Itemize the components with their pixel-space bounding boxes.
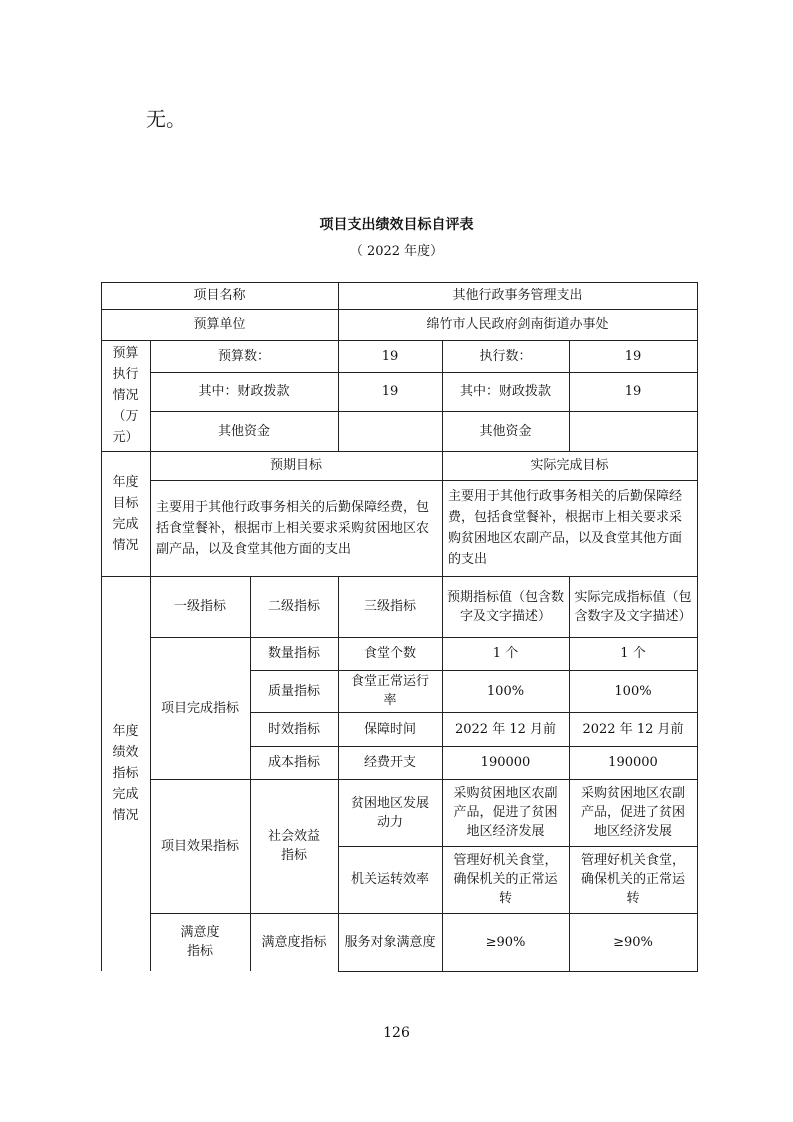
other-funds-budget-value: [338, 411, 442, 451]
row-expected: 190000: [480, 755, 531, 770]
grid-line: [101, 282, 102, 971]
row-actual: 2022 年 12 月前: [582, 721, 684, 737]
row-expected: 采购贫困地区农副产品，促进了贫困地区经济发展: [453, 786, 558, 839]
budget-section-label: 预算执行情况（万元）: [112, 346, 139, 445]
group-project-completion: 项目完成指标: [160, 700, 239, 716]
budget-amount-label: 预算数：: [217, 348, 270, 364]
fiscal-budget-value: 19: [381, 384, 399, 399]
actual-goal-header: 实际完成目标: [530, 458, 609, 473]
other-funds-label: 其他资金: [217, 423, 270, 439]
page-number: 126: [383, 1025, 410, 1041]
budget-unit-value: 绵竹市人民政府剑南街道办事处: [426, 317, 609, 332]
group-satisfaction: 满意度指标: [180, 925, 220, 959]
budget-amount-value: 19: [381, 348, 399, 364]
goals-section-label: 年度目标完成情况: [112, 474, 139, 553]
group-project-effect: 项目效果指标: [160, 838, 239, 854]
row-actual: 1 个: [620, 646, 646, 661]
row-actual: 100%: [614, 683, 652, 699]
row-level3: 贫困地区发展动力: [350, 795, 429, 830]
fiscal-exec-label: 其中：财政拨款: [459, 384, 551, 399]
header-level3: 三级指标: [363, 599, 416, 614]
grid-line: [338, 971, 698, 972]
header-level1: 一级指标: [173, 599, 226, 614]
expected-goal-text: 主要用于其他行政事务相关的后勤保障经费，包括食堂餐补，根据市上相关要求采购贫困地区农副产品，以及食堂其他方面的支出: [156, 499, 430, 557]
project-name-value: 其他行政事务管理支出: [452, 288, 583, 303]
row-level2: 时效指标: [267, 721, 320, 737]
header-actual-value: 实际完成指标值（包含数字及文字描述）: [574, 589, 692, 624]
row-level2: 成本指标: [267, 755, 320, 770]
row-expected: 管理好机关食堂，确保机关的正常运转: [453, 853, 558, 906]
actual-goal-text: 主要用于其他行政事务相关的后勤保障经费，包括食堂餐补，根据市上相关要求采购贫困地区农副产品，以及食堂其他方面的支出: [448, 489, 683, 567]
row-level3: 保障时间: [363, 721, 416, 737]
row-actual: 采购贫困地区农副产品，促进了贫困地区经济发展: [580, 786, 685, 839]
group-satisfaction-sub: 满意度指标: [261, 934, 327, 950]
exec-amount-value: 19: [624, 348, 642, 364]
row-expected: 2022 年 12 月前: [454, 721, 557, 737]
other-funds-exec-value: [569, 411, 697, 451]
row-level2: 质量指标: [267, 683, 320, 699]
group-social-benefit: 社会效益指标: [268, 829, 321, 863]
row-actual: 管理好机关食堂，确保机关的正常运转: [580, 853, 685, 906]
row-level3: 食堂正常运行率: [350, 674, 429, 708]
exec-amount-label: 执行数：: [479, 348, 532, 364]
row-expected: 100%: [486, 683, 525, 699]
expected-goal-header: 预期目标: [269, 458, 322, 473]
row-level2: 数量指标: [267, 646, 320, 661]
grid-line: [697, 282, 698, 972]
table-subtitle: （ 2022 年度）: [349, 244, 444, 259]
project-name-label: 项目名称: [193, 288, 246, 303]
fiscal-budget-label: 其中：财政拨款: [198, 384, 290, 399]
performance-section-label: 年度绩效指标完成情况: [112, 724, 139, 823]
intro-text: 无。: [146, 107, 186, 131]
header-level2: 二级指标: [267, 599, 320, 614]
row-level3: 经费开支: [363, 755, 416, 770]
row-expected: 1 个: [492, 646, 519, 661]
budget-unit-label: 预算单位: [193, 317, 246, 332]
fiscal-exec-value: 19: [624, 384, 642, 399]
other-funds-exec-label: 其他资金: [479, 423, 532, 439]
row-level3: 机关运转效率: [350, 872, 429, 887]
row-expected: ≥90%: [485, 934, 526, 950]
row-actual: ≥90%: [613, 934, 653, 950]
header-expected-value: 预期指标值（包含数字及文字描述）: [446, 589, 564, 624]
row-level3: 服务对象满意度: [344, 934, 436, 950]
table-title: 项目支出绩效目标自评表: [319, 217, 474, 233]
row-level3: 食堂个数: [363, 646, 416, 661]
row-actual: 190000: [608, 755, 658, 770]
